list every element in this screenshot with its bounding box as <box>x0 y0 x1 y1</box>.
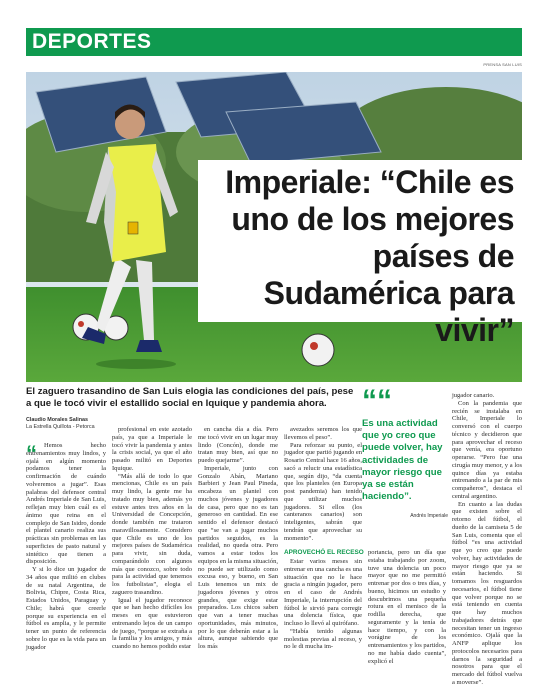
article-column-1 <box>26 442 106 651</box>
photo-credit: PRENSA SAN LUIS <box>483 62 522 67</box>
paragraph: Estar varios meses sin entrenar en una cancha es una situación que no le hace gracia a ningún jugador, pero en el caso de Andrés Imperiale, la interrupción del fútbol le sirvió para corregir una dolencia física, que incluso lo llevó al quirófano. <box>284 558 362 627</box>
section-label: DEPORTES <box>32 30 152 53</box>
article-column-6 <box>452 392 522 687</box>
paragraph: jugador canario. <box>452 392 495 399</box>
headline: Imperiale: “Chile es uno de los mejores países de Sudamérica para vivir” <box>225 164 514 348</box>
subheadline: El zaguero trasandino de San Luis elogia las condiciones del país, pese a que le tocó vivir el estallido social en Iquique y pandemia ahora. <box>26 386 354 409</box>
paragraph: Hemos hecho entrenamientos muy lindos, y ojalá en algún momento podamos tener la confirmación de cuándo volveremos a jugar”. Esas palabras del defensor central Andrés Imperiale de San Luis, reflejan muy bien cuál es el ánimo que reina en el complejo de San Isidro, donde el plantel canario realiza sus prácticas sin problemas en las superficies de pasto natural y sintético que tienen a disposición. <box>26 442 106 566</box>
byline <box>26 417 95 431</box>
paragraph: Para reforzar su punto, el jugador que partió jugando en Rosario Central hace 16 años, sacó a relucir una estadística que, según dijo, “da cuenta que los planteles (en Europa post pandemia) han tenido que utilizar muchos jugadores. Si ellos (los canteranos canarios) son inteligentes, sabrán que tendrán que aprovechar su momento”. <box>284 441 362 542</box>
paragraph: profesional en este azotado país, ya que a Imperiale le tocó vivir la pandemia y antes la crisis social, ya que el año pasado militó en Deportes Iquique. <box>112 426 192 472</box>
paragraph: Imperiale, junto con Gonzalo Abán, Mariano Barbieri y Jean Paul Pineda, encabeza un plantel con muchos jóvenes y jugadores de casa, pero que no es tan generoso en cantidad. En ese sentido el defensor destacó que “se van a jugar muchos partidos seguidos, es la realidad, no queda otra. Pero vamos a estar todos los equipos en la misma situación, no puede ser utilizado como excusa eso, y bueno, en San Luis tenemos un mix de jugadores jóvenes y otros grandes, que exige estar preparados. Los chicos saben que van a tener muchas oportunidades, más minutos, por lo que deberán estar a la altura, aunque sabiendo que los más <box>198 464 278 650</box>
opening-quote-icon: “ <box>26 441 37 466</box>
section-header <box>26 28 522 56</box>
author-name: Claudio Morales Salinas <box>26 417 89 423</box>
quote-mark-icon: ““ <box>362 384 392 417</box>
paragraph: Y si lo dice un jugador de 34 años que militó en clubes de su natal Argentina, de Bolivia, Chipre, Costa Rica, Estados Unidos, Paraguay y Chile; habrá que creerle porque su experiencia en el fútbol es amplia, y le permite tener un punto de referencia sobre lo que es la vida para un jugador <box>26 566 106 651</box>
article-column-4 <box>284 426 362 542</box>
pull-quote-author: Andrés Imperiale <box>410 513 448 520</box>
pull-quote <box>362 384 448 520</box>
paragraph: en cancha día a día. Pero me tocó vivir en un lugar muy lindo (Concón), donde me tratan muy bien, así que no puedo quejarme”. <box>198 426 278 464</box>
paragraph: “Había tenido algunas molestias previas al receso, y no le di mucha im- <box>284 627 362 651</box>
section-subtitle: APROVECHÓ EL RECESO <box>284 549 364 556</box>
article-column-4b <box>284 558 362 651</box>
article-column-2 <box>112 426 192 651</box>
article-column-5 <box>368 549 446 665</box>
paragraph: “Más allá de todo lo que mencionas, Chile es un país muy lindo, la gente me ha tratado muy bien, además yo estuve antes tres años en la Universidad de Concepción, donde también me trataron maravillosamente. Considero que Chile es uno de los mejores países de Sudamérica para vivir, sin duda, comparándolo con algunos más que conozco, sobre todo para la actividad que tenemos los futbolistas”, elogia el zaguero trasandino. <box>112 472 192 596</box>
author-outlet: La Estrella Quillota - Petorca <box>26 424 95 430</box>
headline-panel <box>198 160 522 348</box>
paragraph: Igual el jugador reconoce que se han hecho difíciles los meses en que estuvieron entrenando lejos de un campo de juego, “porque se extraña a la familia y los amigos, y más cuando no hemos podido estar <box>112 596 192 650</box>
paragraph: Con la pandemia que recién se instalaba en Chile, Imperiale lo conversó con el cuerpo técnico y decidieron que para aprovechar el receso que venía, era oportuno operarse. “Pero fue una cirugía muy menor, y a los quince días ya estaba entrenando a la par de mis compañeros”, destaca el central argentino. <box>452 399 522 500</box>
article-column-3 <box>198 426 278 651</box>
paragraph: En cuanto a las dudas que existen sobre el retorno del fútbol, el dueño de la camiseta 5 de San Luis, comenta que el fútbol “es una actividad que yo creo que puede volver, hay actividades de mayor riesgo que ya se están haciendo. Si tomamos los resguardos necesarios, el fútbol tiene que volver porque no se está teniendo en cuenta que hay muchos trabajadores detrás que necesitan tener un ingreso económico. Ojalá que la ANFP aplique los protocolos necesarios para darnos la seguridad a nosotros para que el mercado del fútbol vuelva a moverse”. <box>452 500 522 686</box>
pull-quote-text: Es una actividad que yo creo que puede volver, hay actividades de mayor riesgo que ya se están haciendo”. <box>362 418 443 503</box>
paragraph: avezados seremos los que llevemos el peso”. <box>284 426 362 441</box>
paragraph: portancia, pero un día que estaba trabajando por zoom, tuve una dolencia un poco mayor que no me permitió entrenar por dos o tres días, y bueno, hicimos un estudio y descubrimos una pequeña rotura en el menisco de la rodilla derecha, que seguramente y la tenía de hace tiempo, y con la vorágine de los entrenamientos y los partidos, no me había dado cuenta”, explicó el <box>368 549 446 665</box>
